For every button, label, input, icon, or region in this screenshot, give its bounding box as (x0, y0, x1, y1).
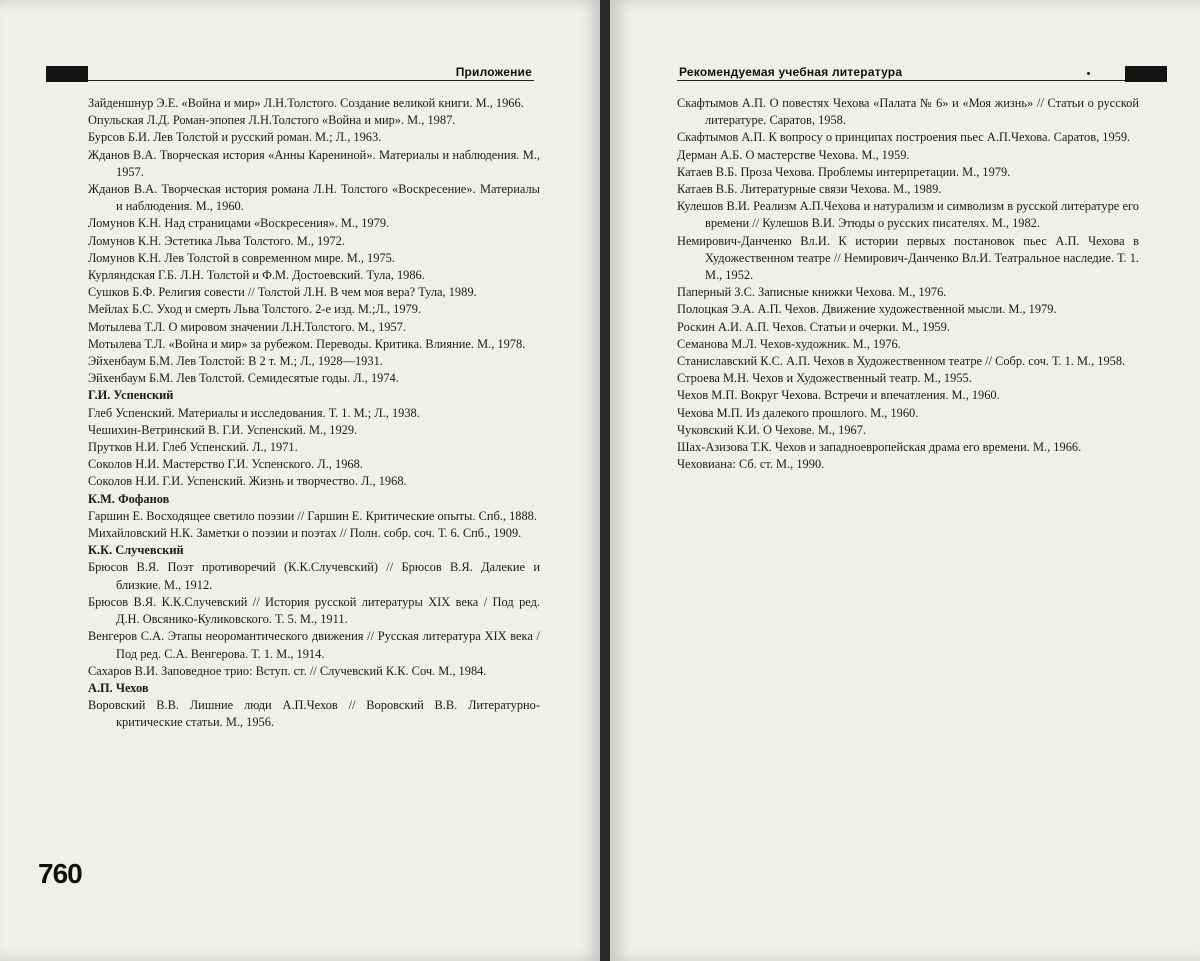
bibliography-entry: Кулешов В.И. Реализм А.П.Чехова и натурализм и символизм в русской литературе его времени // Кулешов В.И. Этюды о русских писателях. М., 1982. (677, 199, 1139, 231)
bibliography-entry: Жданов В.А. Творческая история романа Л.Н. Толстого «Воскресение». Материалы и наблюдения. М., 1960. (88, 182, 540, 214)
bibliography-entry: Чуковский К.И. О Чехове. М., 1967. (677, 422, 867, 437)
bibliography-entry: Зайденшнур Э.Е. «Война и мир» Л.Н.Толстого. Создание великой книги. М., 1966. (88, 96, 524, 110)
left-bibliography-list (88, 95, 540, 732)
bibliography-entry: Воровский В.В. Лишние люди А.П.Чехов // Воровский В.В. Литературно-критические статьи. М., 1956. (88, 698, 540, 730)
right-header-block (1125, 66, 1167, 82)
bibliography-entry: Курляндская Г.Б. Л.Н. Толстой и Ф.М. Достоевский. Тула, 1986. (88, 268, 425, 283)
bibliography-entry: Чехов М.П. Вокруг Чехова. Встречи и впечатления. М., 1960. (677, 388, 1000, 403)
bibliography-entry: Соколов Н.И. Г.И. Успенский. Жизнь и творчество. Л., 1968. (88, 474, 407, 489)
page-number: 760 (38, 858, 82, 889)
right-running-header (677, 62, 1165, 81)
bibliography-entry: Дерман А.Б. О мастерстве Чехова. М., 1959. (677, 147, 910, 162)
bibliography-entry: Сушков Б.Ф. Религия совести // Толстой Л.Н. В чем моя вера? Тула, 1989. (88, 285, 477, 300)
bibliography-entry: Глеб Успенский. Материалы и исследования. Т. 1. М.; Л., 1938. (88, 405, 420, 420)
bibliography-entry: Чеховиана: Сб. ст. М., 1990. (677, 457, 825, 472)
bibliography-entry: Бурсов Б.И. Лев Толстой и русский роман. М.; Л., 1963. (88, 130, 382, 145)
section-heading: Г.И. Успенский (88, 388, 174, 403)
bibliography-entry: Паперный З.С. Записные книжки Чехова. М., 1976. (677, 285, 947, 300)
bibliography-entry: Венгеров С.А. Этапы неоромантического движения // Русская литература XIX века / Под ред. С.А. Венгерова. Т. 1. М., 1914. (88, 629, 540, 661)
bibliography-entry: Мейлах Б.С. Уход и смерть Льва Толстого. 2-е изд. М.;Л., 1979. (88, 302, 422, 317)
bibliography-entry: Чешихин-Ветринский В. Г.И. Успенский. М., 1929. (88, 422, 358, 437)
left-header-title: Приложение (455, 65, 532, 79)
right-bibliography-list (677, 95, 1139, 473)
bibliography-entry: Соколов Н.И. Мастерство Г.И. Успенского. Л., 1968. (88, 457, 363, 472)
left-header-block (46, 66, 88, 82)
bibliography-entry: Скафтымов А.П. К вопросу о принципах построения пьес А.П.Чехова. Саратов, 1959. (677, 130, 1131, 145)
bibliography-entry: Станиславский К.С. А.П. Чехов в Художественном театре // Собр. соч. Т. 1. М., 1958. (677, 354, 1126, 369)
bibliography-entry: Немирович-Данченко Вл.И. К истории первых постановок пьес А.П. Чехова в Художественном театре // Немирович-Данченко Вл.И. Театральное наследие. Т. 1. М., 1952. (677, 233, 1139, 283)
right-header-title: Рекомендуемая учебная литература (679, 65, 903, 79)
bibliography-entry: Эйхенбаум Б.М. Лев Толстой. Семидесятые годы. Л., 1974. (88, 371, 399, 386)
bibliography-entry: Эйхенбаум Б.М. Лев Толстой: В 2 т. М.; Л., 1928—1931. (88, 354, 383, 369)
bibliography-entry: Опульская Л.Д. Роман-эпопея Л.Н.Толстого «Война и мир». М., 1987. (88, 113, 456, 128)
header-dot (1087, 72, 1090, 75)
bibliography-entry: Михайловский Н.К. Заметки о поэзии и поэтах // Полн. собр. соч. Т. 6. Спб., 1909. (88, 526, 522, 541)
left-running-header (46, 62, 534, 81)
bibliography-entry: Катаев В.Б. Литературные связи Чехова. М., 1989. (677, 182, 942, 197)
bibliography-entry: Ломунов К.Н. Над страницами «Воскресения». М., 1979. (88, 216, 390, 231)
bibliography-entry: Полоцкая Э.А. А.П. Чехов. Движение художественной мысли. М., 1979. (677, 302, 1057, 317)
bibliography-entry: Ломунов К.Н. Эстетика Льва Толстого. М., 1972. (88, 233, 345, 248)
section-heading: К.К. Случевский (88, 543, 184, 558)
bibliography-entry: Ломунов К.Н. Лев Толстой в современном мире. М., 1975. (88, 250, 395, 265)
bibliography-entry: Брюсов В.Я. К.К.Случевский // История русской литературы XIX века / Под ред. Д.Н. Овсянико-Куликовского. Т. 5. М., 1911. (88, 594, 540, 627)
bibliography-entry: Роскин А.И. А.П. Чехов. Статьи и очерки. М., 1959. (677, 319, 950, 334)
bibliography-entry: Семанова М.Л. Чехов-художник. М., 1976. (677, 336, 901, 351)
bibliography-entry: Жданов В.А. Творческая история «Анны Карениной». Материалы и наблюдения. М., 1957. (88, 147, 540, 179)
bibliography-entry: Брюсов В.Я. Поэт противоречий (К.К.Случевский) // Брюсов В.Я. Далекие и близкие. М., 1912. (88, 560, 540, 592)
section-heading: А.П. Чехов (88, 680, 149, 695)
bibliography-entry: Катаев В.Б. Проза Чехова. Проблемы интерпретации. М., 1979. (677, 164, 1011, 179)
bibliography-entry: Мотылева Т.Л. О мировом значении Л.Н.Толстого. М., 1957. (88, 319, 406, 334)
bibliography-entry: Мотылева Т.Л. «Война и мир» за рубежом. Переводы. Критика. Влияние. М., 1978. (88, 336, 526, 351)
bibliography-entry: Сахаров В.И. Заповедное трио: Вступ. ст. // Случевский К.К. Соч. М., 1984. (88, 663, 487, 678)
bibliography-entry: Скафтымов А.П. О повестях Чехова «Палата № 6» и «Моя жизнь» // Статьи о русской литературе. Саратов, 1958. (677, 96, 1139, 128)
bibliography-entry: Гаршин Е. Восходящее светило поэзии // Гаршин Е. Критические опыты. Спб., 1888. (88, 508, 537, 523)
section-heading: К.М. Фофанов (88, 491, 170, 506)
right-page (610, 0, 1200, 961)
bibliography-entry: Шах-Азизова Т.К. Чехов и западноевропейская драма его времени. М., 1966. (677, 440, 1082, 455)
bibliography-entry: Чехова М.П. Из далекого прошлого. М., 1960. (677, 405, 919, 420)
bibliography-entry: Прутков Н.И. Глеб Успенский. Л., 1971. (88, 440, 298, 455)
bibliography-entry: Строева М.Н. Чехов и Художественный театр. М., 1955. (677, 371, 972, 386)
